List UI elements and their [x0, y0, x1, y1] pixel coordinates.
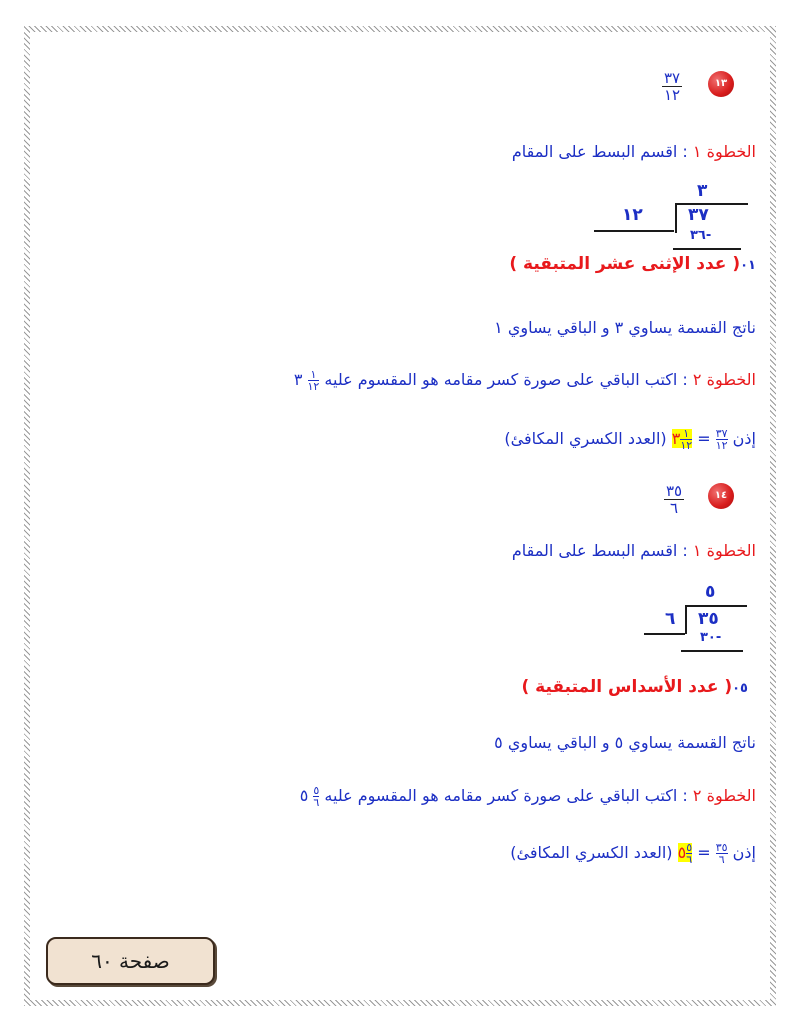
- question-14-badge: ١٤: [708, 483, 734, 509]
- whole-number: ٥: [299, 786, 309, 805]
- remainder-fraction: $\frac{١}{١٢}$: [307, 368, 320, 393]
- fraction-denominator: ٦: [664, 499, 684, 516]
- q13-remainder-row: [509, 254, 756, 274]
- fraction-numerator: ٣٧: [664, 69, 681, 87]
- q13-division-bar: [675, 203, 748, 205]
- q14-remainder-row: [521, 677, 748, 697]
- q13-remainder-note: ( عدد الإثنى عشر المتبقية ): [509, 254, 741, 274]
- improper-fraction: $\frac{٣٧}{١٢}$: [715, 427, 728, 452]
- question-14-fraction: [664, 483, 684, 516]
- q14-dividend: ٣٥: [698, 609, 719, 629]
- q13-remainder: ٠١: [740, 258, 756, 273]
- answer-suffix: (العدد الكسري المكافئ): [504, 429, 667, 448]
- fraction-numerator: ٣٥: [666, 482, 683, 500]
- question-13-fraction: [662, 70, 682, 103]
- q13-step2: [294, 369, 756, 392]
- q13-dividend: ٣٧: [688, 205, 709, 225]
- step-text: : اكتب الباقي على صورة كسر مقامه هو المقسوم عليه: [324, 370, 693, 389]
- mixed-number-highlight: $\frac{١}{١٢}$ ٣: [671, 427, 693, 452]
- step-text: : اقسم البسط على المقام: [511, 541, 693, 560]
- mixed-number-highlight: $\frac{٥}{٦}$ ٥: [677, 841, 693, 866]
- answer-prefix: إذن: [732, 429, 756, 448]
- remainder-fraction: $\frac{٥}{٦}$: [313, 784, 320, 809]
- equals-sign: =: [697, 429, 711, 448]
- q14-division-bracket: [685, 605, 687, 634]
- q13-product: ٣٦-: [690, 228, 712, 243]
- q14-quotient: ٥: [705, 582, 716, 602]
- q14-division-bar: [685, 605, 747, 607]
- q13-step1: [512, 142, 756, 161]
- step-label: الخطوة ١: [692, 541, 756, 560]
- whole-number: ٣: [293, 370, 303, 389]
- fraction-denominator: ١٢: [664, 86, 681, 104]
- q13-division-bracket: [675, 203, 677, 233]
- question-13-badge: ١٣: [708, 71, 734, 97]
- q14-result-line: ناتج القسمة يساوي ٥ و الباقي يساوي ٥: [494, 733, 756, 752]
- q14-subtraction-line: [681, 650, 743, 652]
- answer-suffix: (العدد الكسري المكافئ): [510, 843, 673, 862]
- step-text: : اقسم البسط على المقام: [511, 142, 693, 161]
- q13-divisor: ١٢: [622, 205, 643, 225]
- q13-quotient: ٣: [697, 181, 708, 201]
- equals-sign: =: [697, 843, 711, 862]
- page-number-label: صفحة ٦٠: [46, 937, 215, 985]
- step-label: الخطوة ٢: [692, 370, 756, 389]
- improper-fraction: $\frac{٣٥}{٦}$: [715, 841, 728, 866]
- q14-answer: [510, 842, 756, 865]
- q14-step1: [512, 541, 756, 560]
- q14-remainder-note: ( عدد الأسداس المتبقية ): [521, 677, 733, 697]
- q14-product: ٣٠-: [700, 630, 722, 645]
- q13-divisor-underline: [594, 230, 674, 232]
- step-label: الخطوة ١: [692, 142, 756, 161]
- q14-step2: [300, 785, 756, 808]
- answer-prefix: إذن: [732, 843, 756, 862]
- mixed-whole: ٥: [677, 843, 687, 862]
- q13-answer: [504, 428, 756, 451]
- q14-divisor: ٦: [665, 609, 676, 629]
- step-text: : اكتب الباقي على صورة كسر مقامه هو المقسوم عليه: [324, 786, 693, 805]
- q14-divisor-underline: [644, 633, 685, 635]
- step-label: الخطوة ٢: [692, 786, 756, 805]
- q13-subtraction-line: [673, 248, 741, 250]
- q13-result-line: ناتج القسمة يساوي ٣ و الباقي يساوي ١: [494, 318, 756, 337]
- mixed-whole: ٣: [671, 429, 681, 448]
- q14-remainder: ٠٥: [732, 681, 748, 696]
